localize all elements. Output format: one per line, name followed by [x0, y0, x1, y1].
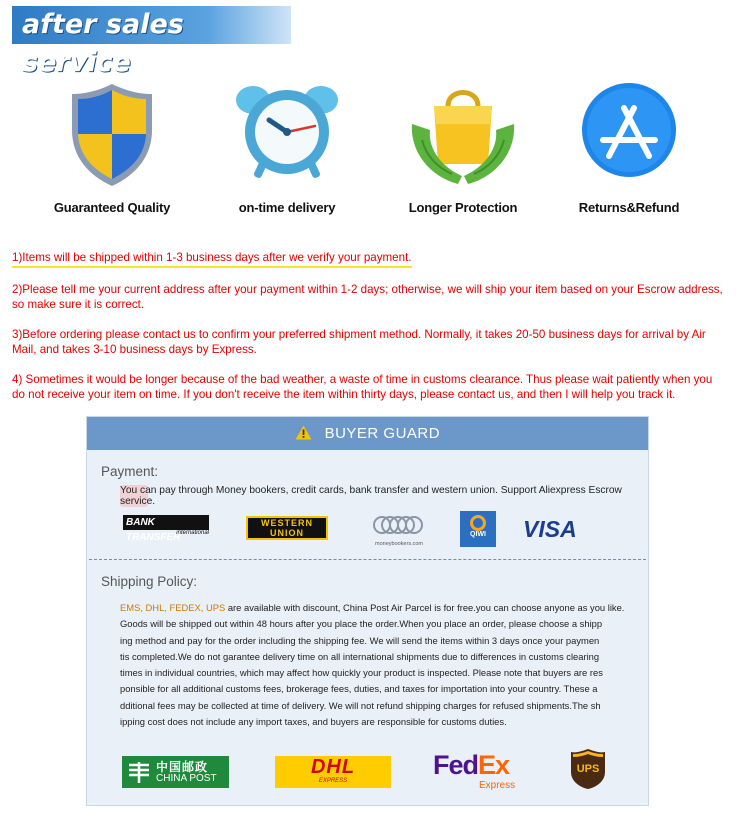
- shipping-line: tis completed.We do not garantee delivery time on all international shipments due to differences in customs clearing: [120, 650, 600, 662]
- moneybookers-icon: [368, 514, 430, 536]
- feature-longer-protection: [388, 80, 538, 215]
- ups-text: UPS: [576, 763, 600, 775]
- buyer-guard-title: BUYER GUARD: [324, 425, 441, 442]
- payment-title: Payment:: [101, 464, 159, 479]
- dhl-sub: EXPRESS: [318, 778, 348, 784]
- feature-returns-refund: [554, 80, 704, 215]
- bank-transfer-logo: [123, 515, 209, 543]
- qiwi-logo: [460, 511, 496, 547]
- feature-label: Longer Protection: [408, 200, 518, 215]
- feature-on-time-delivery: [212, 80, 362, 215]
- shield-icon: [66, 80, 158, 188]
- china-post-cn: 中国邮政: [156, 760, 209, 774]
- feature-label: on-time delivery: [238, 200, 336, 215]
- shipping-line: dditional fees may be collected at time of delivery. We will not refund shipping charges for refused shipments.The sh: [120, 699, 601, 711]
- china-post-logo: [122, 756, 229, 788]
- section-divider: [89, 559, 646, 560]
- fedex-sub: Express: [479, 780, 516, 791]
- payment-text: You can pay through Money bookers, credit cards, bank transfer and western union. Support Aliexpress Escrow service.: [120, 485, 622, 507]
- note-2: 2)Please tell me your current address after your payment within 1-2 days; otherwise, we will ship your item based on your Escrow address, so make sure it is correct.: [12, 283, 723, 311]
- feature-guaranteed-quality: [37, 80, 187, 215]
- banner-title: after sales service: [22, 9, 184, 78]
- ups-logo: [570, 748, 606, 790]
- fedex-ex: Ex: [478, 750, 510, 780]
- shipping-policy-text: [120, 600, 636, 730]
- shipping-line: ponsible for all additional customs fees, brokerage fees, duties, and taxes for importation into your country. These a: [120, 683, 598, 695]
- note-3: 3)Before ordering please contact us to confirm your preferred shipment method. Normally, it takes 20-50 business days for arrival by Air Mail, and takes 3-10 business days by Express.: [12, 328, 706, 356]
- visa-logo: [523, 516, 587, 542]
- buyer-guard-header: [87, 417, 648, 450]
- qiwi-circle-icon: [470, 515, 486, 531]
- china-post-en: CHINA POST: [156, 773, 217, 784]
- note-1: 1)Items will be shipped within 1-3 business days after we verify your payment.: [12, 250, 412, 268]
- shipping-line: Goods will be shipped out within 48 hours after you place the order.When you place an order, please choose a shipp: [120, 618, 603, 630]
- union-text: UNION: [270, 527, 304, 538]
- protected-bag-icon: [408, 80, 518, 188]
- shipping-line: times in individual countries, which may affect how quickly your product is inspected. Please note that buyers are res: [120, 667, 603, 679]
- shipping-line: are available with discount, China Post Air Parcel is for free.you can choose anyone as you like.: [225, 602, 625, 613]
- shipping-line: ing method and pay for the order including the shipping fee. We will send the items within 3 days once your paymen: [120, 634, 600, 646]
- western-union-logo: [246, 516, 328, 540]
- feature-label: Guaranteed Quality: [53, 200, 171, 215]
- moneybookers-logo: [368, 514, 430, 547]
- visa-text: VISA: [523, 516, 577, 542]
- fedex-fed: Fed: [433, 750, 479, 780]
- bank-transfer-text: BANK TRANSFER: [126, 517, 181, 543]
- bank-transfer-sub: international: [176, 530, 209, 536]
- shipping-line: ipping cost does not include any import taxes, and buyers are responsible for customs duties.: [120, 716, 507, 728]
- shipping-notes: [12, 250, 724, 417]
- china-post-emblem-icon: [126, 759, 152, 785]
- app-store-icon: [579, 80, 679, 180]
- dhl-logo: [275, 756, 391, 788]
- after-sales-banner: [12, 6, 291, 78]
- shipping-policy-title: Shipping Policy:: [101, 574, 198, 589]
- feature-label: Returns&Refund: [578, 200, 680, 215]
- note-4: 4) Sometimes it would be longer because of the bad weather, a waste of time in customs clearance. Thus please wait patiently when you do not receive your item on time. If you don't receive the item within thirty days, please contact us, and then I will help you track it.: [12, 373, 713, 401]
- qiwi-text: QIWI: [470, 531, 486, 538]
- alarm-clock-icon: [231, 80, 343, 184]
- western-text: WESTERN: [261, 518, 313, 528]
- fedex-logo: [433, 750, 529, 792]
- carriers-highlight: EMS, DHL, FEDEX, UPS: [120, 602, 226, 613]
- warning-icon: [295, 425, 312, 440]
- dhl-text: DHL: [310, 756, 356, 778]
- buyer-guard-panel: [86, 416, 649, 806]
- moneybookers-text: moneybookers.com: [375, 541, 423, 547]
